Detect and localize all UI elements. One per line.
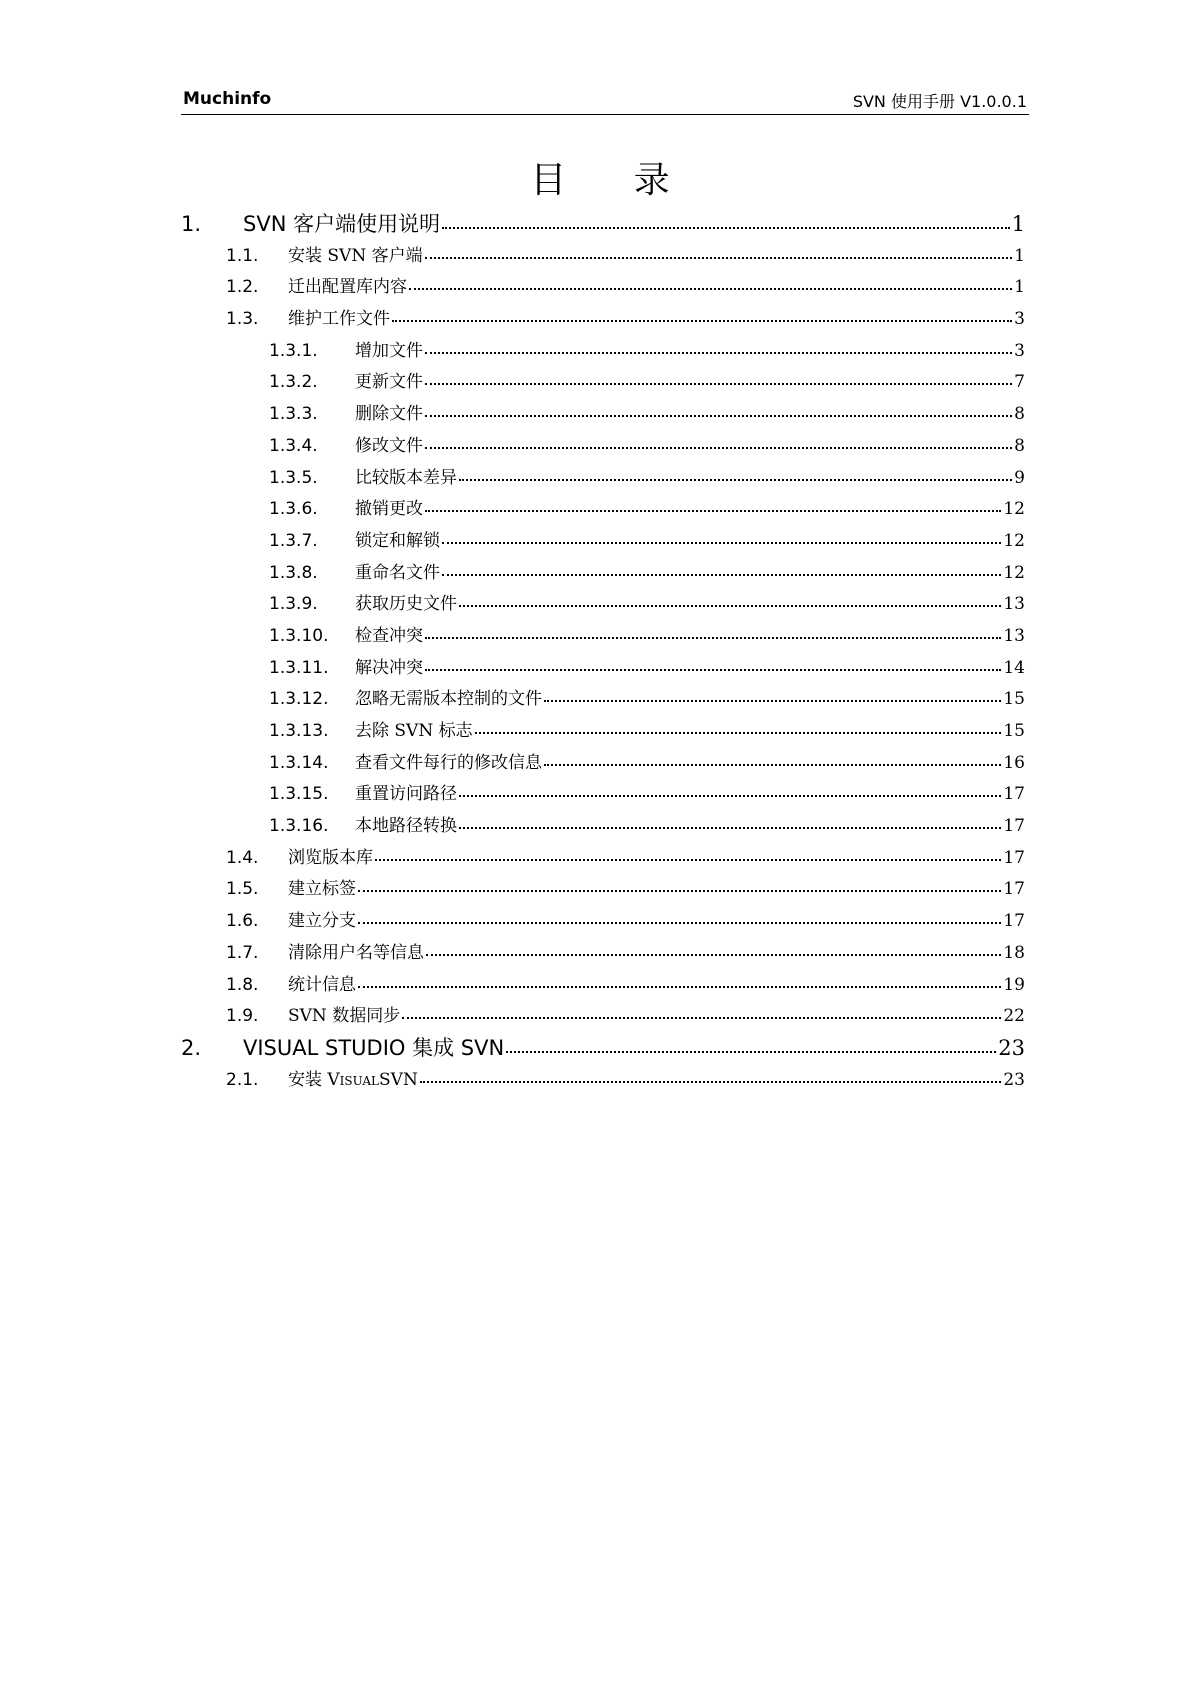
toc-entry[interactable] bbox=[181, 811, 1025, 843]
toc-entry-page: 9 bbox=[1014, 467, 1025, 488]
toc-entry-title: 去除 SVN 标志 bbox=[355, 721, 473, 741]
toc-entry[interactable] bbox=[181, 938, 1025, 970]
toc-entry-page: 17 bbox=[1003, 879, 1025, 900]
toc-entry-title: 忽略无需版本控制的文件 bbox=[355, 689, 542, 710]
toc-entry-title: 建立分支 bbox=[288, 911, 356, 932]
toc-entry[interactable] bbox=[181, 526, 1025, 558]
toc-entry[interactable] bbox=[181, 209, 1025, 241]
toc-entry-page: 19 bbox=[1003, 974, 1025, 995]
toc-entry-title: 清除用户名等信息 bbox=[288, 942, 424, 963]
toc-leader-dots bbox=[358, 890, 1001, 892]
toc-entry[interactable] bbox=[181, 653, 1025, 685]
toc-entry-page: 16 bbox=[1003, 752, 1025, 773]
toc-leader-dots bbox=[544, 764, 1001, 766]
toc-entry-title: 重命名文件 bbox=[355, 562, 440, 583]
toc-entry-title: 撤销更改 bbox=[355, 499, 423, 520]
toc-leader-dots bbox=[402, 1017, 1001, 1019]
toc-entry[interactable] bbox=[181, 970, 1025, 1002]
toc-entry-title: 修改文件 bbox=[355, 435, 423, 456]
toc-entry-number: 1.3.15. bbox=[269, 784, 329, 805]
toc-title: 目 录 bbox=[530, 160, 698, 201]
toc-entry-number: 1.3. bbox=[226, 309, 259, 330]
toc-entry[interactable] bbox=[181, 241, 1025, 273]
toc-entry-number: 1.3.5. bbox=[269, 467, 318, 488]
toc-leader-dots bbox=[544, 700, 1001, 702]
toc-entry-title: 查看文件每行的修改信息 bbox=[355, 752, 542, 773]
toc-entry-number: 1.6. bbox=[226, 911, 259, 932]
toc-leader-dots bbox=[425, 352, 1012, 354]
toc-entry[interactable] bbox=[181, 463, 1025, 495]
table-of-contents bbox=[181, 209, 1025, 1096]
toc-entry-title: 建立标签 bbox=[288, 879, 356, 900]
document-version: SVN 使用手册 V1.0.0.1 bbox=[852, 92, 1027, 111]
toc-entry-title: 删除文件 bbox=[355, 404, 423, 425]
toc-entry-page: 15 bbox=[1003, 689, 1025, 710]
toc-entry[interactable] bbox=[181, 1033, 1025, 1065]
toc-entry[interactable] bbox=[181, 684, 1025, 716]
toc-leader-dots bbox=[506, 1051, 996, 1053]
company-name: Muchinfo bbox=[183, 89, 272, 109]
toc-entry[interactable] bbox=[181, 558, 1025, 590]
toc-entry-page: 3 bbox=[1014, 340, 1025, 361]
toc-entry-title: 比较版本差异 bbox=[355, 467, 457, 488]
toc-entry-number: 1.3.9. bbox=[269, 594, 318, 615]
toc-entry-title: 维护工作文件 bbox=[288, 309, 390, 330]
toc-entry-number: 1.3.11. bbox=[269, 657, 329, 678]
toc-entry[interactable] bbox=[181, 304, 1025, 336]
toc-entry-number: 1.3.10. bbox=[269, 625, 329, 646]
toc-entry-page: 17 bbox=[1003, 816, 1025, 837]
toc-entry[interactable] bbox=[181, 843, 1025, 875]
toc-entry-number: 1.2. bbox=[226, 277, 259, 298]
toc-entry-number: 1.3.14. bbox=[269, 752, 329, 773]
toc-entry-page: 17 bbox=[1003, 911, 1025, 932]
toc-entry[interactable] bbox=[181, 336, 1025, 368]
toc-entry-title: VISUAL STUDIO 集成 SVN bbox=[243, 1035, 505, 1060]
toc-entry-number: 1.3.13. bbox=[269, 721, 329, 741]
toc-leader-dots bbox=[459, 605, 1001, 607]
toc-entry-number: 1.3.12. bbox=[269, 689, 329, 710]
toc-entry-page: 7 bbox=[1014, 372, 1025, 393]
toc-leader-dots bbox=[442, 227, 1010, 229]
toc-entry[interactable] bbox=[181, 589, 1025, 621]
toc-entry-page: 22 bbox=[1003, 1006, 1025, 1027]
page-header bbox=[181, 88, 1029, 115]
toc-entry-title: 浏览版本库 bbox=[288, 847, 373, 868]
toc-entry-page: 3 bbox=[1014, 309, 1025, 330]
toc-entry-title: 获取历史文件 bbox=[355, 594, 457, 615]
toc-entry-title: 检查冲突 bbox=[355, 625, 423, 646]
toc-entry-page: 18 bbox=[1003, 942, 1025, 963]
toc-entry-number: 1.7. bbox=[226, 942, 259, 963]
toc-entry-title: 锁定和解锁 bbox=[355, 530, 440, 551]
toc-leader-dots bbox=[425, 510, 1001, 512]
toc-leader-dots bbox=[425, 415, 1012, 417]
toc-entry-page: 14 bbox=[1003, 657, 1025, 678]
toc-entry-number: 1.3.16. bbox=[269, 816, 329, 837]
toc-entry-title: SVN 数据同步 bbox=[288, 1006, 401, 1027]
toc-entry-number: 1.3.3. bbox=[269, 404, 318, 425]
toc-leader-dots bbox=[425, 447, 1012, 449]
toc-entry-title: 安装 VisualSVN bbox=[288, 1069, 418, 1090]
toc-entry-number: 1.3.2. bbox=[269, 372, 318, 393]
toc-entry[interactable] bbox=[181, 906, 1025, 938]
toc-leader-dots bbox=[375, 859, 1001, 861]
toc-entry-page: 17 bbox=[1003, 784, 1025, 805]
toc-entry-title: SVN 客户端使用说明 bbox=[243, 212, 441, 236]
toc-leader-dots bbox=[425, 669, 1001, 671]
toc-entry-number: 1.9. bbox=[226, 1006, 259, 1027]
toc-entry-title: 迁出配置库内容 bbox=[288, 277, 407, 298]
toc-entry-title: 本地路径转换 bbox=[355, 816, 457, 837]
toc-entry[interactable] bbox=[181, 716, 1025, 748]
toc-entry-number: 1.5. bbox=[226, 879, 259, 900]
toc-entry[interactable] bbox=[181, 367, 1025, 399]
toc-leader-dots bbox=[475, 732, 1002, 734]
toc-entry-number: 1.3.6. bbox=[269, 499, 318, 520]
toc-entry[interactable] bbox=[181, 431, 1025, 463]
toc-leader-dots bbox=[459, 827, 1001, 829]
toc-entry-number: 1.3.7. bbox=[269, 530, 318, 551]
toc-entry-page: 17 bbox=[1003, 847, 1025, 868]
toc-entry[interactable] bbox=[181, 621, 1025, 653]
toc-entry[interactable] bbox=[181, 272, 1025, 304]
toc-entry-number: 1.4. bbox=[226, 847, 259, 868]
toc-entry-number: 1.8. bbox=[226, 974, 259, 995]
toc-leader-dots bbox=[425, 257, 1013, 259]
toc-entry-title: 更新文件 bbox=[355, 372, 423, 393]
toc-entry-title: 安装 SVN 客户端 bbox=[288, 245, 423, 266]
toc-entry-number: 1.3.8. bbox=[269, 562, 318, 583]
toc-entry-page: 23 bbox=[1003, 1069, 1025, 1090]
toc-leader-dots bbox=[426, 954, 1001, 956]
toc-leader-dots bbox=[459, 795, 1001, 797]
toc-entry-page: 1 bbox=[1014, 277, 1025, 298]
toc-leader-dots bbox=[392, 320, 1012, 322]
toc-leader-dots bbox=[358, 922, 1001, 924]
toc-entry[interactable] bbox=[181, 779, 1025, 811]
toc-entry-page: 15 bbox=[1003, 721, 1025, 741]
toc-entry-title: 解决冲突 bbox=[355, 657, 423, 678]
toc-entry-number: 2.1. bbox=[226, 1069, 259, 1090]
toc-entry-page: 23 bbox=[998, 1035, 1025, 1060]
toc-entry-title: 重置访问路径 bbox=[355, 784, 457, 805]
toc-entry[interactable] bbox=[181, 1001, 1025, 1033]
toc-entry-page: 1 bbox=[1011, 212, 1025, 236]
toc-entry-page: 1 bbox=[1014, 245, 1025, 266]
toc-entry-number: 1.3.1. bbox=[269, 340, 318, 361]
toc-leader-dots bbox=[409, 288, 1012, 290]
toc-entry[interactable] bbox=[181, 1065, 1025, 1097]
toc-entry-page: 8 bbox=[1014, 404, 1025, 425]
toc-leader-dots bbox=[459, 479, 1012, 481]
toc-entry-number: 1. bbox=[181, 212, 202, 236]
toc-entry-page: 8 bbox=[1014, 435, 1025, 456]
toc-entry-page: 12 bbox=[1003, 530, 1025, 551]
toc-entry[interactable] bbox=[181, 874, 1025, 906]
toc-leader-dots bbox=[425, 383, 1012, 385]
toc-entry-title: 统计信息 bbox=[288, 974, 356, 995]
toc-entry-page: 12 bbox=[1003, 499, 1025, 520]
toc-entry-title: 增加文件 bbox=[355, 340, 423, 361]
toc-leader-dots bbox=[358, 986, 1001, 988]
toc-entry-page: 13 bbox=[1003, 625, 1025, 646]
toc-leader-dots bbox=[420, 1081, 1002, 1083]
toc-entry-number: 2. bbox=[181, 1035, 202, 1060]
toc-entry-number: 1.1. bbox=[226, 245, 259, 266]
toc-entry[interactable] bbox=[181, 494, 1025, 526]
toc-leader-dots bbox=[425, 637, 1001, 639]
toc-leader-dots bbox=[442, 542, 1001, 544]
toc-entry-page: 13 bbox=[1003, 594, 1025, 615]
toc-entry[interactable] bbox=[181, 748, 1025, 780]
toc-entry-page: 12 bbox=[1003, 562, 1025, 583]
toc-entry-number: 1.3.4. bbox=[269, 435, 318, 456]
toc-leader-dots bbox=[442, 574, 1001, 576]
toc-entry[interactable] bbox=[181, 399, 1025, 431]
